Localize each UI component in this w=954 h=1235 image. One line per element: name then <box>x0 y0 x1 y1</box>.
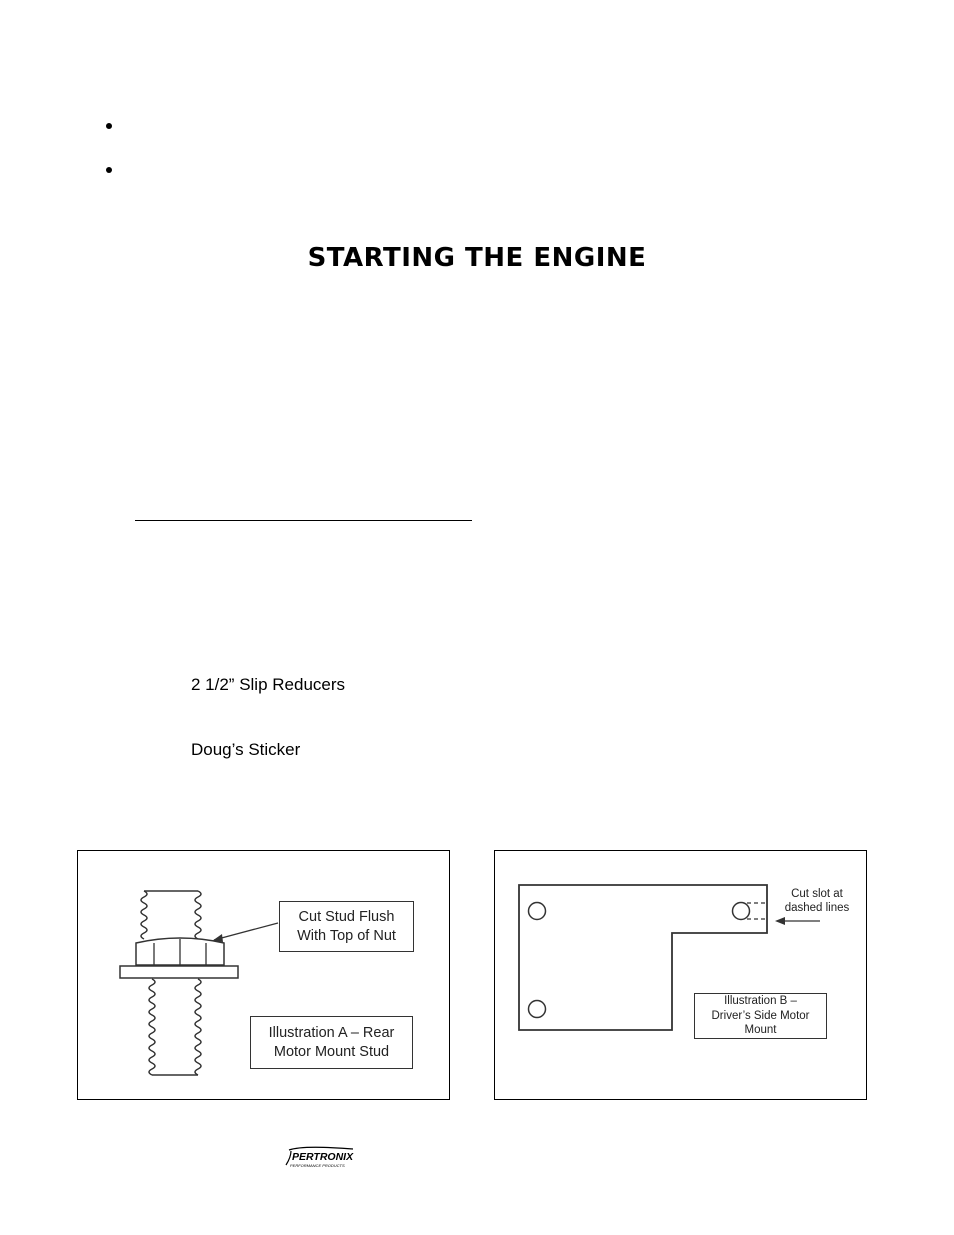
item-slip-reducers: 2 1/2” Slip Reducers <box>191 675 346 694</box>
pertronix-logo-mark <box>283 1143 357 1173</box>
illustration-b-caption: Illustration B – Driver’s Side Motor Mount <box>694 993 827 1039</box>
illustration-a-frame <box>77 850 450 1100</box>
item-sticker: Doug’s Sticker <box>191 740 301 759</box>
illustration-b-frame <box>494 850 867 1100</box>
illustration-a-callout: Cut Stud Flush With Top of Nut <box>279 901 414 952</box>
illustration-a-caption: Illustration A – Rear Motor Mount Stud <box>250 1016 413 1069</box>
illustration-b-callout: Cut slot at dashed lines <box>784 888 850 915</box>
logo-tagline: PERFORMANCE PRODUCTS <box>290 1163 345 1168</box>
section-heading: STARTING THE ENGINE <box>307 243 647 273</box>
pertronix-logo <box>283 1143 357 1173</box>
bullet-1 <box>106 123 112 129</box>
bullet-2 <box>106 167 112 173</box>
logo-wordmark: PERTRONIX <box>292 1151 354 1163</box>
divider-line <box>135 520 472 521</box>
